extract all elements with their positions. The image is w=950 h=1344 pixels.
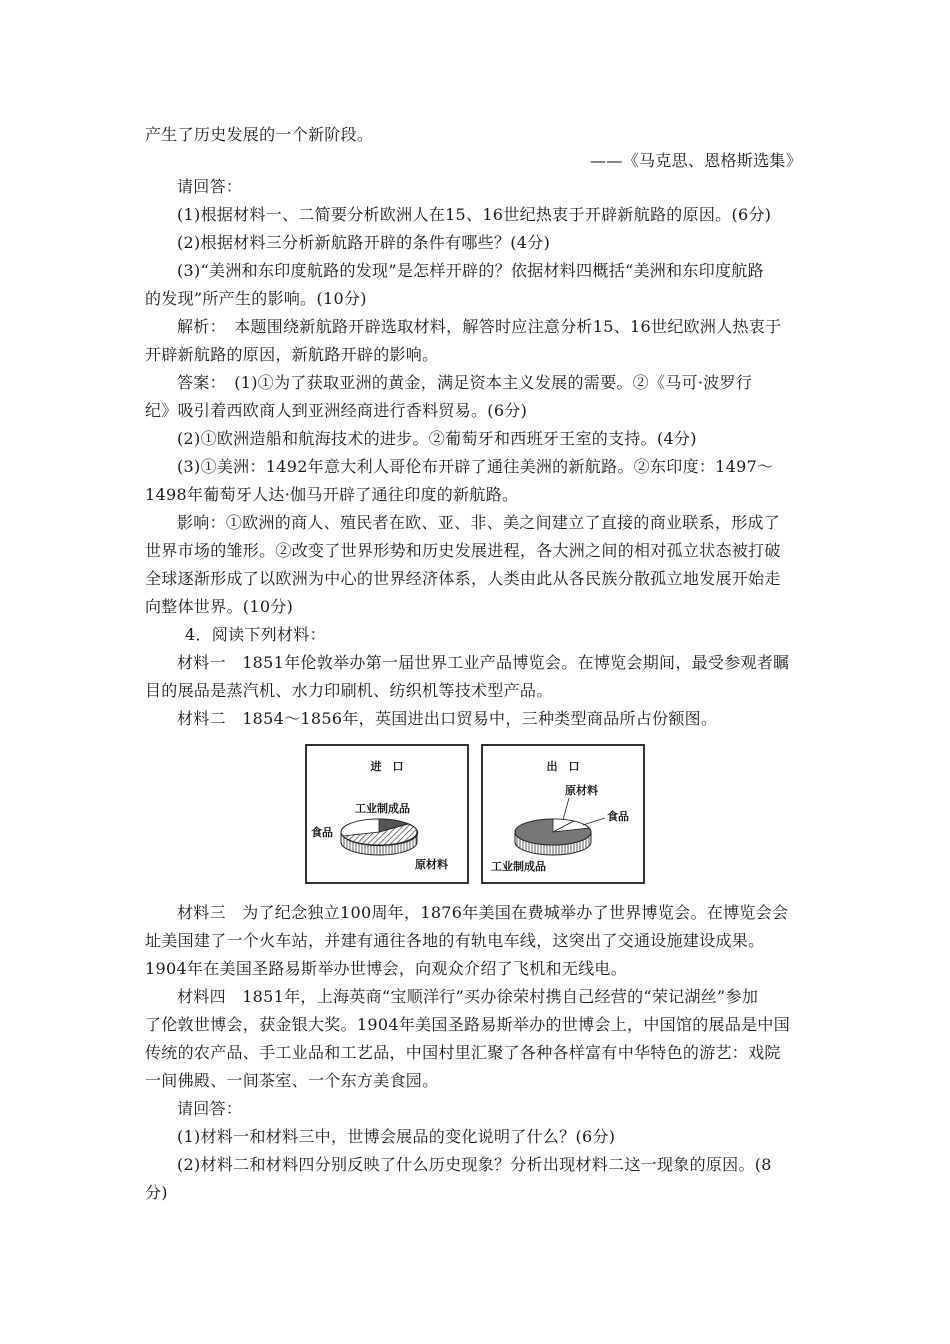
- export-chart: [481, 744, 645, 884]
- pie-label: 工业制成品: [355, 802, 410, 815]
- question-prompt: 请回答：: [177, 1099, 243, 1118]
- question-4-1: (1)材料一和材料三中，世博会展品的变化说明了什么？(6分): [177, 1127, 616, 1146]
- citation-line: ——《马克思、恩格斯选集》: [590, 151, 802, 170]
- analysis-line: 解析： 本题围绕新航路开辟选取材料，解答时应注意分析15、16世纪欧洲人热衷于: [177, 317, 782, 336]
- trade-charts: [305, 744, 645, 886]
- question-2: (2)根据材料三分析新航路开辟的条件有哪些？(4分): [177, 233, 551, 252]
- pie-label: 工业制成品: [491, 860, 546, 873]
- answer-line-cont: 纪》吸引着西欧商人到亚洲经商进行香料贸易。(6分): [145, 401, 528, 420]
- text-line: 产生了历史发展的一个新阶段。: [145, 125, 374, 144]
- pie-label: 食品: [311, 826, 333, 839]
- analysis-line-cont: 开辟新航路的原因，新航路开辟的影响。: [145, 345, 439, 364]
- export-pie: [515, 819, 591, 855]
- answer-3-cont: 1498年葡萄牙人达·伽马开辟了通往印度的新航路。: [145, 485, 519, 504]
- pie-label: 原材料: [415, 858, 448, 871]
- import-chart: [305, 744, 469, 884]
- answer-2: (2)①欧洲造船和航海技术的进步。②葡萄牙和西班牙王室的支持。(4分): [177, 429, 697, 448]
- answer-line: 答案： (1)①为了获取亚洲的黄金，满足资本主义发展的需要。②《马可·波罗行: [177, 373, 753, 392]
- material-3: 材料三 为了纪念独立100周年，1876年美国在费城举办了世界博览会。在博览会会: [177, 903, 789, 922]
- question-1: (1)根据材料一、二简要分析欧洲人在15、16世纪热衷于开辟新航路的原因。(6分): [177, 205, 772, 224]
- material-1-cont: 目的展品是蒸汽机、水力印刷机、纺织机等技术型产品。: [145, 681, 553, 700]
- question-3-cont: 的发现”所产生的影响。(10分): [145, 289, 367, 308]
- question-prompt: 请回答：: [177, 177, 243, 196]
- impact-line-cont: 全球逐渐形成了以欧洲为中心的世界经济体系，人类由此从各民族分散孤立地发展开始走: [145, 569, 781, 588]
- question-4-2-cont: 分): [145, 1183, 168, 1202]
- material-4-cont: 一间佛殿、一间茶室、一个东方美食园。: [145, 1071, 439, 1090]
- impact-line: 影响：①欧洲的商人、殖民者在欧、亚、非、美之间建立了直接的商业联系，形成了: [177, 513, 781, 532]
- material-4-cont: 了伦敦世博会，获金银大奖。1904年美国圣路易斯举办的世博会上，中国馆的展品是中国: [145, 1015, 791, 1034]
- import-chart-title: 进 口: [370, 760, 404, 773]
- import-pie: [341, 819, 418, 855]
- impact-line-cont: 向整体世界。(10分): [145, 597, 294, 616]
- export-chart-title: 出 口: [546, 760, 580, 773]
- material-1: 材料一 1851年伦敦举办第一届世界工业产品博览会。在博览会期间，最受参观者瞩: [177, 653, 790, 672]
- question-3: (3)“美洲和东印度航路的发现”是怎样开辟的？依据材料四概括“美洲和东印度航路: [177, 261, 764, 280]
- material-3-cont: 1904年在美国圣路易斯举办世博会，向观众介绍了飞机和无线电。: [145, 959, 628, 978]
- material-4-cont: 传统的农产品、手工业品和工艺品，中国村里汇聚了各种各样富有中华特色的游艺：戏院: [145, 1043, 781, 1062]
- question-4-heading: 4．阅读下列材料：: [185, 625, 326, 644]
- answer-3: (3)①美洲：1492年意大利人哥伦布开辟了通往美洲的新航路。②东印度：1497～: [177, 457, 774, 476]
- material-4: 材料四 1851年，上海英商“宝顺洋行”买办徐荣村携自己经营的“荣记湖丝”参加: [177, 987, 759, 1006]
- pie-label: 食品: [607, 810, 629, 823]
- question-4-2: (2)材料二和材料四分别反映了什么历史现象？分析出现材料二这一现象的原因。(8: [177, 1155, 772, 1174]
- material-3-cont: 址美国建了一个火车站，并建有通往各地的有轨电车线，这突出了交通设施建设成果。: [145, 931, 765, 950]
- pie-label: 原材料: [565, 784, 598, 797]
- impact-line-cont: 世界市场的雏形。②改变了世界形势和历史发展进程，各大洲之间的相对孤立状态被打破: [145, 541, 781, 560]
- material-2: 材料二 1854～1856年，英国进出口贸易中，三种类型商品所占份额图。: [177, 709, 718, 728]
